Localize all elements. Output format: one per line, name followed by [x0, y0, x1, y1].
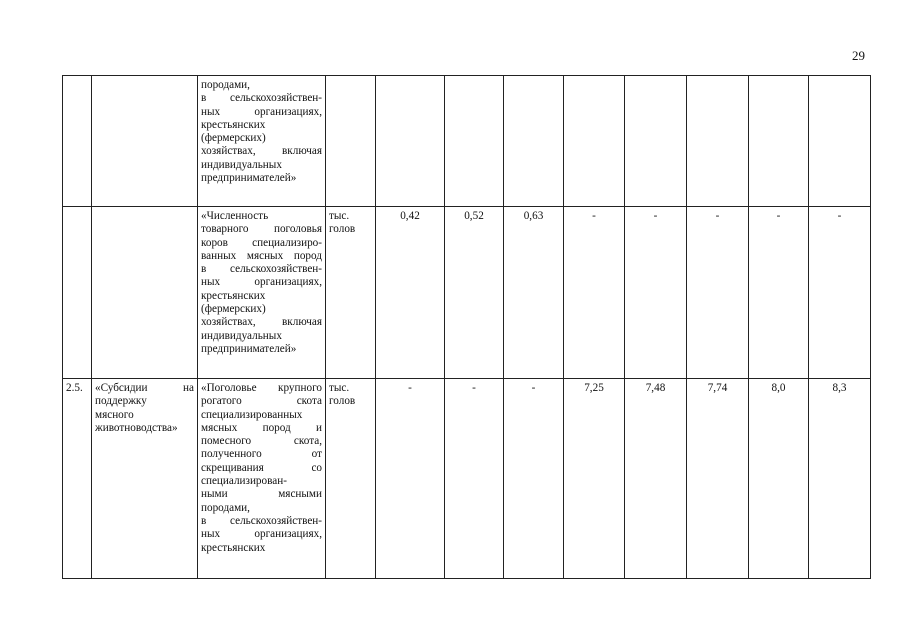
- program-cell: [92, 207, 198, 379]
- indicator-line: в сельскохозяйствен-: [201, 514, 322, 527]
- row-id-cell: [63, 207, 92, 379]
- indicator-line: индивидуальных: [201, 329, 282, 342]
- value-cell: 8,3: [809, 379, 871, 579]
- indicator-line: предпринимателей»: [201, 172, 297, 185]
- value-cell: -: [376, 379, 445, 579]
- value-cell: 0,42: [376, 207, 445, 379]
- value-cell: [564, 76, 625, 207]
- unit-line: тыс.: [329, 382, 350, 394]
- program-line: «Субсидии на: [95, 382, 194, 394]
- program-line: поддержку: [95, 395, 147, 408]
- value-cell: -: [749, 207, 809, 379]
- indicator-line: специализированных: [201, 408, 303, 421]
- indicator-line: ных организациях,: [201, 528, 322, 541]
- value-cell: [445, 76, 504, 207]
- indicator-line: ными мясными: [201, 488, 322, 501]
- row-id-cell: 2.5.: [63, 379, 92, 579]
- table-row: [63, 379, 871, 579]
- value-cell: 7,74: [687, 379, 749, 579]
- program-line: животноводства»: [95, 421, 178, 434]
- value-cell: -: [504, 379, 564, 579]
- value-cell: 0,63: [504, 207, 564, 379]
- value-cell: -: [809, 207, 871, 379]
- unit-cell: [326, 379, 376, 579]
- program-line: мясного: [95, 408, 134, 421]
- table-row: [63, 76, 871, 207]
- indicator-line: товарного поголовья: [201, 223, 322, 236]
- page-number: 29: [852, 48, 865, 63]
- indicator-line: помесного скота,: [201, 435, 322, 448]
- indicator-line: коров специализиро-: [201, 236, 322, 249]
- unit-cell: [326, 207, 376, 379]
- unit-cell: [326, 76, 376, 207]
- indicators-table: [62, 75, 871, 579]
- table-row: [63, 207, 871, 379]
- indicator-line: породами,: [201, 79, 250, 91]
- indicator-line: специализирован-: [201, 475, 287, 488]
- unit-line: голов: [329, 395, 356, 408]
- indicator-cell: [198, 379, 326, 579]
- indicator-line: мясных пород и: [201, 421, 322, 434]
- value-cell: -: [564, 207, 625, 379]
- value-cell: 7,25: [564, 379, 625, 579]
- value-cell: [504, 76, 564, 207]
- value-cell: 8,0: [749, 379, 809, 579]
- unit-line: голов: [329, 223, 356, 236]
- row-id-cell: [63, 76, 92, 207]
- indicator-line: хозяйствах, включая: [201, 316, 322, 329]
- indicator-line: рогатого скота: [201, 395, 322, 408]
- indicator-line: (фермерских): [201, 132, 266, 145]
- indicator-line: ных организациях,: [201, 276, 322, 289]
- indicator-line: хозяйствах, включая: [201, 145, 322, 158]
- indicator-line: индивидуальных: [201, 158, 282, 171]
- indicator-line: «Численность: [201, 210, 269, 222]
- indicator-line: (фермерских): [201, 303, 266, 316]
- indicator-line: «Поголовье крупного: [201, 382, 322, 394]
- indicator-line: крестьянских: [201, 289, 266, 302]
- indicator-line: ванных мясных пород: [201, 249, 322, 262]
- indicator-cell: [198, 207, 326, 379]
- indicator-line: предпринимателей»: [201, 342, 297, 355]
- value-cell: 7,48: [625, 379, 687, 579]
- indicator-line: крестьянских: [201, 541, 266, 554]
- program-cell: [92, 379, 198, 579]
- value-cell: -: [687, 207, 749, 379]
- indicator-line: породами,: [201, 501, 250, 514]
- value-cell: [687, 76, 749, 207]
- value-cell: [809, 76, 871, 207]
- value-cell: [625, 76, 687, 207]
- indicator-line: скрещивания со: [201, 461, 322, 474]
- indicator-line: в сельскохозяйствен-: [201, 92, 322, 105]
- indicator-line: в сельскохозяйствен-: [201, 263, 322, 276]
- value-cell: -: [445, 379, 504, 579]
- value-cell: 0,52: [445, 207, 504, 379]
- indicator-line: крестьянских: [201, 118, 266, 131]
- indicator-line: полученного от: [201, 448, 322, 461]
- value-cell: [749, 76, 809, 207]
- indicator-line: ных организациях,: [201, 105, 322, 118]
- program-cell: [92, 76, 198, 207]
- unit-line: тыс.: [329, 210, 350, 222]
- value-cell: -: [625, 207, 687, 379]
- value-cell: [376, 76, 445, 207]
- indicator-cell: [198, 76, 326, 207]
